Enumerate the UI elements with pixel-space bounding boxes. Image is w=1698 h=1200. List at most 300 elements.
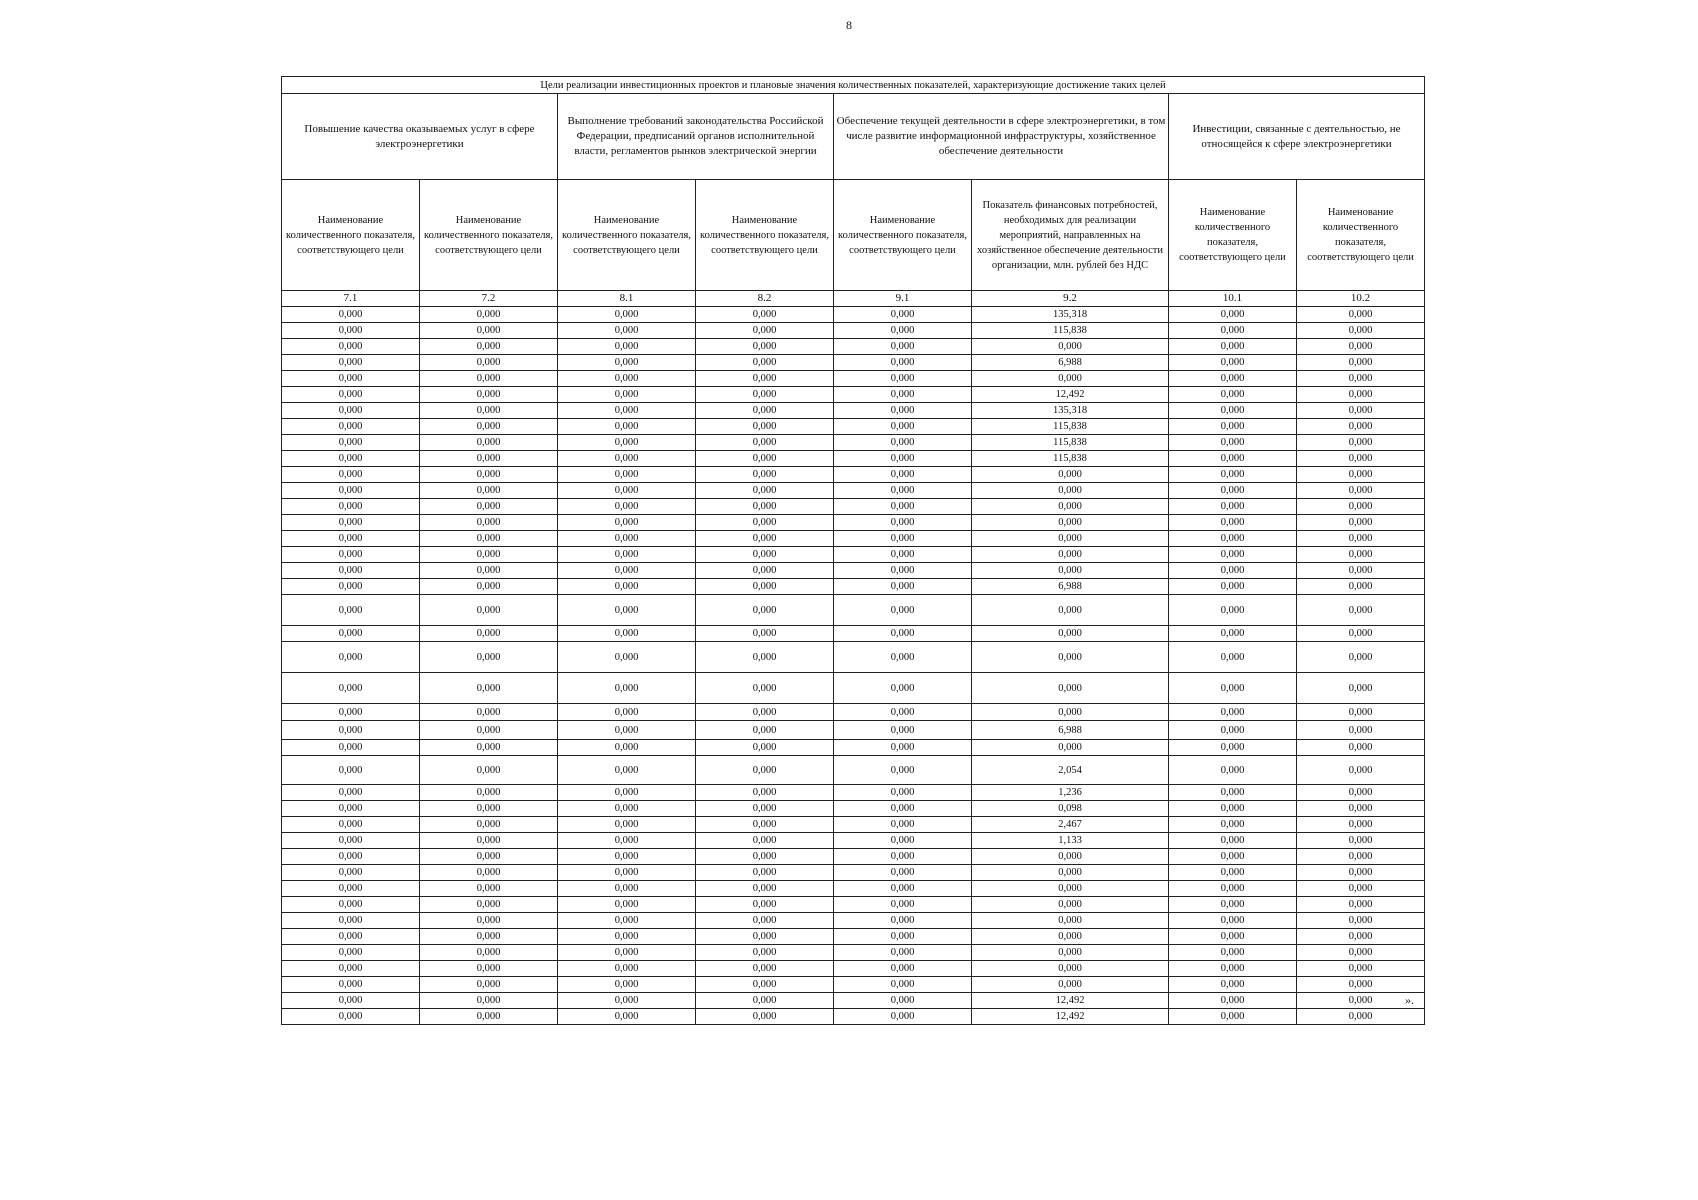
table-cell: 0,000 — [420, 721, 558, 740]
group-header-non-energy-investments: Инвестиции, связанные с деятельностью, не относящейся к сфере электроэнергетики — [1169, 94, 1425, 180]
table-cell: 0,000 — [420, 595, 558, 626]
column-number: 8.1 — [558, 291, 696, 307]
table-row — [282, 642, 1425, 673]
table-cell: 0,000 — [420, 642, 558, 673]
table-cell: 0,000 — [972, 531, 1169, 547]
table-cell: 0,000 — [834, 817, 972, 833]
table-cell: 0,000 — [696, 451, 834, 467]
table-cell: 0,000 — [1297, 721, 1425, 740]
table-cell: 0,000 — [696, 419, 834, 435]
table-cell: 0,000 — [834, 323, 972, 339]
table-cell: 0,000 — [696, 371, 834, 387]
table-cell: 0,000 — [1169, 785, 1297, 801]
table-cell: 0,000 — [972, 740, 1169, 756]
table-cell: 0,000 — [1169, 435, 1297, 451]
table-cell: 0,000 — [558, 704, 696, 721]
table-cell: 0,000 — [558, 897, 696, 913]
table-cell: 0,000 — [420, 913, 558, 929]
table-cell: 0,000 — [1297, 355, 1425, 371]
table-cell: 0,000 — [1169, 704, 1297, 721]
table-cell: 0,000 — [1169, 323, 1297, 339]
table-cell: 0,000 — [420, 897, 558, 913]
table-cell: 0,000 — [834, 833, 972, 849]
table-row — [282, 993, 1425, 1009]
table-cell: 0,000 — [282, 515, 420, 531]
table-cell: 0,000 — [1169, 849, 1297, 865]
table-cell: 0,000 — [696, 579, 834, 595]
table-cell: 0,000 — [834, 721, 972, 740]
table-cell: 0,000 — [1297, 849, 1425, 865]
table-cell: 0,000 — [1169, 579, 1297, 595]
table-cell: 0,000 — [1297, 801, 1425, 817]
table-cell: 1,133 — [972, 833, 1169, 849]
table-cell: 0,000 — [558, 403, 696, 419]
table-cell: 0,000 — [834, 435, 972, 451]
table-cell: 0,000 — [1169, 740, 1297, 756]
table-cell: 0,000 — [972, 961, 1169, 977]
table-cell: 0,000 — [972, 704, 1169, 721]
table-cell: 0,000 — [558, 740, 696, 756]
table-cell: 0,000 — [420, 419, 558, 435]
table-row — [282, 355, 1425, 371]
table-cell: 0,000 — [558, 756, 696, 785]
table-cell: 0,000 — [972, 339, 1169, 355]
table-cell: 0,000 — [1297, 435, 1425, 451]
table-cell: 0,000 — [1169, 451, 1297, 467]
table-cell: 0,000 — [282, 563, 420, 579]
table-cell: 0,000 — [282, 977, 420, 993]
table-cell: 0,000 — [1297, 403, 1425, 419]
table-cell: 0,000 — [558, 721, 696, 740]
table-cell: 0,000 — [972, 371, 1169, 387]
table-cell: 0,000 — [1169, 945, 1297, 961]
table-row — [282, 323, 1425, 339]
table-cell: 0,000 — [1169, 897, 1297, 913]
table-row — [282, 563, 1425, 579]
table-cell: 0,000 — [420, 387, 558, 403]
table-cell: 0,000 — [1169, 881, 1297, 897]
table-cell: 0,000 — [1169, 467, 1297, 483]
table-cell: 0,000 — [834, 387, 972, 403]
table-cell: 0,000 — [282, 833, 420, 849]
table-cell: 0,000 — [1169, 339, 1297, 355]
table-row — [282, 339, 1425, 355]
table-cell: 0,000 — [696, 531, 834, 547]
table-cell: 0,000 — [834, 977, 972, 993]
table-cell: 0,000 — [1297, 387, 1425, 403]
table-cell: 0,000 — [1297, 881, 1425, 897]
table-cell: 0,000 — [1297, 833, 1425, 849]
table-row — [282, 977, 1425, 993]
table-cell: 0,000 — [1169, 993, 1297, 1009]
table-cell: 0,000 — [558, 801, 696, 817]
table-cell: 0,000 — [696, 673, 834, 704]
table-cell: 115,838 — [972, 419, 1169, 435]
table-cell: 0,000 — [834, 993, 972, 1009]
table-cell: 0,000 — [834, 403, 972, 419]
table-row — [282, 801, 1425, 817]
table-cell: 0,000 — [558, 307, 696, 323]
subheader-9-2: Показатель финансовых потребностей, необходимых для реализации мероприятий, направленных на хозяйственное обеспечение деятельности организации, млн. рублей без НДС — [972, 180, 1169, 291]
table-cell: 0,000 — [558, 483, 696, 499]
table-cell: 0,000 — [282, 740, 420, 756]
table-cell: 0,000 — [1169, 307, 1297, 323]
table-cell: 0,000 — [1169, 371, 1297, 387]
table-cell: 0,000 — [972, 483, 1169, 499]
table-cell: 6,988 — [972, 721, 1169, 740]
table-cell: 0,000 — [696, 595, 834, 626]
table-cell: 0,000 — [696, 881, 834, 897]
table-cell: 0,000 — [1169, 547, 1297, 563]
table-cell: 0,000 — [1169, 1009, 1297, 1025]
table-row — [282, 403, 1425, 419]
table-cell: 0,000 — [420, 563, 558, 579]
table-cell: 12,492 — [972, 387, 1169, 403]
table-cell: 0,000 — [834, 756, 972, 785]
table-cell: 0,000 — [1169, 673, 1297, 704]
table-cell: 0,000 — [558, 387, 696, 403]
table-cell: 0,000 — [1169, 483, 1297, 499]
table-cell: 0,000 — [1169, 865, 1297, 881]
table-cell: 0,000 — [1297, 515, 1425, 531]
table-row — [282, 467, 1425, 483]
table-cell: 0,000 — [282, 419, 420, 435]
table-cell: 0,000 — [696, 740, 834, 756]
table-cell: 2,467 — [972, 817, 1169, 833]
table-cell: 0,000 — [1169, 403, 1297, 419]
table-cell: 0,000 — [696, 642, 834, 673]
table-cell: 0,000 — [282, 547, 420, 563]
subheader-8-1: Наименование количественного показателя, соответствующего цели — [558, 180, 696, 291]
table-cell: 0,000 — [972, 467, 1169, 483]
table-cell: 0,000 — [1169, 817, 1297, 833]
table-cell: 0,000 — [420, 673, 558, 704]
table-cell: 0,000 — [282, 929, 420, 945]
table-cell: 0,000 — [1297, 961, 1425, 977]
table-cell: 0,000 — [696, 849, 834, 865]
table-cell: 0,000 — [558, 945, 696, 961]
table-cell: 0,000 — [282, 355, 420, 371]
table-cell: 0,000 — [558, 817, 696, 833]
table-cell: 0,000 — [1169, 563, 1297, 579]
table-row — [282, 756, 1425, 785]
table-cell: 0,000 — [282, 451, 420, 467]
table-cell: 0,000 — [1169, 515, 1297, 531]
table-cell: 0,000 — [558, 865, 696, 881]
table-cell: 0,000 — [420, 323, 558, 339]
table-cell: 0,000 — [282, 323, 420, 339]
table-cell: 0,000 — [282, 756, 420, 785]
table-cell: 0,000 — [834, 499, 972, 515]
table-cell: 0,000 — [420, 307, 558, 323]
table-cell: 0,000 — [1297, 673, 1425, 704]
table-cell: 0,000 — [558, 531, 696, 547]
table-cell: 0,000 — [282, 626, 420, 642]
table-cell: 0,000 — [834, 945, 972, 961]
table-cell: 0,000 — [558, 993, 696, 1009]
table-cell: 0,000 — [696, 993, 834, 1009]
table-cell: 0,000 — [420, 403, 558, 419]
table-cell: 0,000 — [696, 339, 834, 355]
table-cell: 115,838 — [972, 451, 1169, 467]
table-cell: 0,000 — [834, 547, 972, 563]
table-row — [282, 547, 1425, 563]
table-cell: 0,000 — [558, 435, 696, 451]
table-row — [282, 595, 1425, 626]
table-cell: 0,000 — [282, 403, 420, 419]
table-cell: 0,000 — [834, 371, 972, 387]
table-cell: 0,000 — [558, 547, 696, 563]
table-cell: 6,988 — [972, 579, 1169, 595]
table-cell: 0,000 — [696, 323, 834, 339]
table-row — [282, 499, 1425, 515]
table-cell: 0,000 — [558, 563, 696, 579]
table-cell: 0,000 — [420, 785, 558, 801]
table-cell: 0,000 — [696, 721, 834, 740]
table-cell: 0,000 — [1297, 977, 1425, 993]
table-row — [282, 929, 1425, 945]
table-cell: 0,000 — [1297, 371, 1425, 387]
table-cell: 0,000 — [420, 435, 558, 451]
table-cell: 0,000 — [558, 833, 696, 849]
table-cell: 6,988 — [972, 355, 1169, 371]
table-cell: 0,000 — [282, 579, 420, 595]
table-cell: 0,000 — [972, 563, 1169, 579]
subheader-7-2: Наименование количественного показателя, соответствующего цели — [420, 180, 558, 291]
table-cell: 0,000 — [1297, 307, 1425, 323]
table-cell: 0,000 — [834, 913, 972, 929]
table-cell: 0,000 — [972, 547, 1169, 563]
table-cell: 0,000 — [1169, 626, 1297, 642]
table-cell: 0,000 — [834, 579, 972, 595]
table-cell: 0,000 — [834, 704, 972, 721]
table-cell: 0,000 — [420, 801, 558, 817]
table-cell: 0,000 — [972, 945, 1169, 961]
table-row — [282, 833, 1425, 849]
table-cell: 0,000 — [834, 595, 972, 626]
table-cell: 0,000 — [972, 929, 1169, 945]
table-cell: 0,000 — [696, 435, 834, 451]
table-cell: 0,000 — [834, 881, 972, 897]
table-cell: 0,000 — [1297, 945, 1425, 961]
table-row — [282, 721, 1425, 740]
table-cell: 0,000 — [558, 323, 696, 339]
table-cell: 0,000 — [420, 499, 558, 515]
table-cell: 0,000 — [1297, 499, 1425, 515]
table-cell: 0,000 — [696, 945, 834, 961]
table-cell: 0,000 — [696, 833, 834, 849]
table-cell: 0,000 — [282, 913, 420, 929]
table-cell: 0,000 — [1297, 817, 1425, 833]
table-cell: 0,000 — [558, 849, 696, 865]
table-row — [282, 515, 1425, 531]
table-row — [282, 419, 1425, 435]
table-cell: 0,000 — [696, 817, 834, 833]
investment-goals-table — [281, 76, 1425, 1025]
table-cell: 0,000 — [1297, 785, 1425, 801]
table-cell: 0,000 — [696, 467, 834, 483]
table-cell: 0,000 — [834, 339, 972, 355]
table-cell: 0,000 — [282, 387, 420, 403]
table-row — [282, 849, 1425, 865]
table-cell: 0,000 — [1169, 642, 1297, 673]
table-cell: 0,000 — [558, 595, 696, 626]
table-cell: 0,000 — [420, 865, 558, 881]
column-number: 7.1 — [282, 291, 420, 307]
table-cell: 0,000 — [282, 371, 420, 387]
table-cell: 135,318 — [972, 307, 1169, 323]
table-row — [282, 626, 1425, 642]
subheader-10-1: Наименование количественного показателя, соответствующего цели — [1169, 180, 1297, 291]
table-row — [282, 961, 1425, 977]
table-cell: 0,000 — [558, 419, 696, 435]
table-cell: 0,000 — [1297, 626, 1425, 642]
table-cell: 0,000 — [282, 801, 420, 817]
table-cell: 0,000 — [1169, 756, 1297, 785]
table-cell: 0,000 — [696, 704, 834, 721]
table-row — [282, 579, 1425, 595]
table-row — [282, 307, 1425, 323]
table-cell: 0,000 — [834, 961, 972, 977]
table-cell: 0,000 — [282, 961, 420, 977]
table-cell: 0,000 — [696, 929, 834, 945]
table-cell: 0,000 — [972, 977, 1169, 993]
table-cell: 0,000 — [834, 740, 972, 756]
table-cell: 0,000 — [696, 785, 834, 801]
table-cell: 0,000 — [420, 547, 558, 563]
table-cell: 0,000 — [1169, 929, 1297, 945]
table-cell: 0,000 — [1297, 339, 1425, 355]
table-cell: 0,000 — [420, 515, 558, 531]
table-cell: 0,000 — [834, 483, 972, 499]
table-cell: 0,000 — [696, 961, 834, 977]
table-cell: 0,000 — [1297, 756, 1425, 785]
table-cell: 0,000 — [972, 881, 1169, 897]
subheader-8-2: Наименование количественного показателя, соответствующего цели — [696, 180, 834, 291]
table-cell: 0,000 — [282, 881, 420, 897]
table-row — [282, 865, 1425, 881]
table-cell: 0,000 — [1169, 833, 1297, 849]
table-row — [282, 817, 1425, 833]
table-cell: 0,000 — [558, 371, 696, 387]
table-cell: 0,000 — [558, 961, 696, 977]
table-cell: 0,000 — [1297, 865, 1425, 881]
table-cell: 0,000 — [972, 673, 1169, 704]
table-cell: 0,000 — [420, 579, 558, 595]
table-cell: 0,000 — [834, 626, 972, 642]
column-number: 10.2 — [1297, 291, 1425, 307]
table-cell: 0,000 — [282, 945, 420, 961]
table-cell: 0,000 — [834, 307, 972, 323]
table-row — [282, 387, 1425, 403]
group-header-current-activity: Обеспечение текущей деятельности в сфере электроэнергетики, в том числе развитие информационной инфраструктуры, хозяйственное обеспечение деятельности — [834, 94, 1169, 180]
table-cell: 0,000 — [1297, 579, 1425, 595]
table-cell: 0,000 — [1297, 467, 1425, 483]
table-cell: 0,000 — [834, 849, 972, 865]
table-cell: 0,000 — [420, 833, 558, 849]
table-cell: 0,000 — [282, 435, 420, 451]
table-cell: 2,054 — [972, 756, 1169, 785]
table-cell: 0,000 — [834, 531, 972, 547]
table-cell: 0,000 — [834, 563, 972, 579]
table-cell: 0,000 — [558, 515, 696, 531]
table-cell: 0,000 — [1169, 499, 1297, 515]
table-cell: 0,000 — [558, 1009, 696, 1025]
column-number: 9.1 — [834, 291, 972, 307]
table-cell: 0,000 — [1169, 961, 1297, 977]
table-row — [282, 673, 1425, 704]
table-cell: 0,000 — [1297, 323, 1425, 339]
table-cell: 0,000 — [282, 704, 420, 721]
table-cell: 0,000 — [696, 307, 834, 323]
table-cell: 0,000 — [1297, 563, 1425, 579]
table-cell: 0,000 — [1169, 387, 1297, 403]
table-cell: 115,838 — [972, 435, 1169, 451]
table-cell: 0,000 — [1297, 913, 1425, 929]
table-row — [282, 881, 1425, 897]
table-cell: 0,000 — [696, 897, 834, 913]
table-cell: 0,000 — [420, 929, 558, 945]
table-cell: 0,000 — [696, 547, 834, 563]
closing-quote-mark: ». — [1405, 993, 1414, 1007]
table-row — [282, 897, 1425, 913]
table-cell: 0,000 — [1169, 419, 1297, 435]
table-cell: 0,000 — [558, 467, 696, 483]
table-cell: 0,000 — [558, 626, 696, 642]
table-cell: 0,000 — [558, 673, 696, 704]
table-cell: 0,000 — [1297, 531, 1425, 547]
table-cell: 0,000 — [558, 881, 696, 897]
table-cell: 0,000 — [1297, 451, 1425, 467]
table-cell: 0,000 — [972, 865, 1169, 881]
table-cell: 0,000 — [282, 785, 420, 801]
table-cell: 0,000 — [834, 897, 972, 913]
group-header-quality: Повышение качества оказываемых услуг в сфере электроэнергетики — [282, 94, 558, 180]
table-cell: 0,000 — [1297, 1009, 1425, 1025]
table-cell: 0,000 — [420, 756, 558, 785]
table-cell: 0,000 — [1297, 642, 1425, 673]
table-cell: 0,000 — [834, 1009, 972, 1025]
table-cell: 0,000 — [1297, 704, 1425, 721]
table-cell: 0,000 — [696, 1009, 834, 1025]
table-row — [282, 371, 1425, 387]
table-cell: 12,492 — [972, 993, 1169, 1009]
table-cell: 0,000 — [972, 515, 1169, 531]
table-cell: 0,000 — [420, 451, 558, 467]
table-cell: 0,000 — [1169, 913, 1297, 929]
table-cell: 0,000 — [834, 785, 972, 801]
table-cell: 0,000 — [972, 626, 1169, 642]
table-cell: 0,000 — [558, 355, 696, 371]
table-cell: 0,000 — [420, 817, 558, 833]
table-cell: 0,000 — [696, 515, 834, 531]
table-cell: 0,000 — [696, 499, 834, 515]
table-cell: 0,000 — [834, 929, 972, 945]
column-number: 8.2 — [696, 291, 834, 307]
table-cell: 0,000 — [282, 1009, 420, 1025]
table-cell: 0,000 — [420, 740, 558, 756]
table-cell: 0,000 — [1297, 547, 1425, 563]
table-cell: 0,000 — [420, 531, 558, 547]
table-cell: 0,000 — [696, 977, 834, 993]
column-number: 9.2 — [972, 291, 1169, 307]
table-cell: 0,000 — [282, 339, 420, 355]
table-cell: 0,000 — [834, 355, 972, 371]
table-cell: 0,000 — [972, 913, 1169, 929]
table-cell: 0,000 — [1297, 595, 1425, 626]
page-number: 8 — [846, 18, 852, 32]
table-cell: 0,000 — [282, 642, 420, 673]
